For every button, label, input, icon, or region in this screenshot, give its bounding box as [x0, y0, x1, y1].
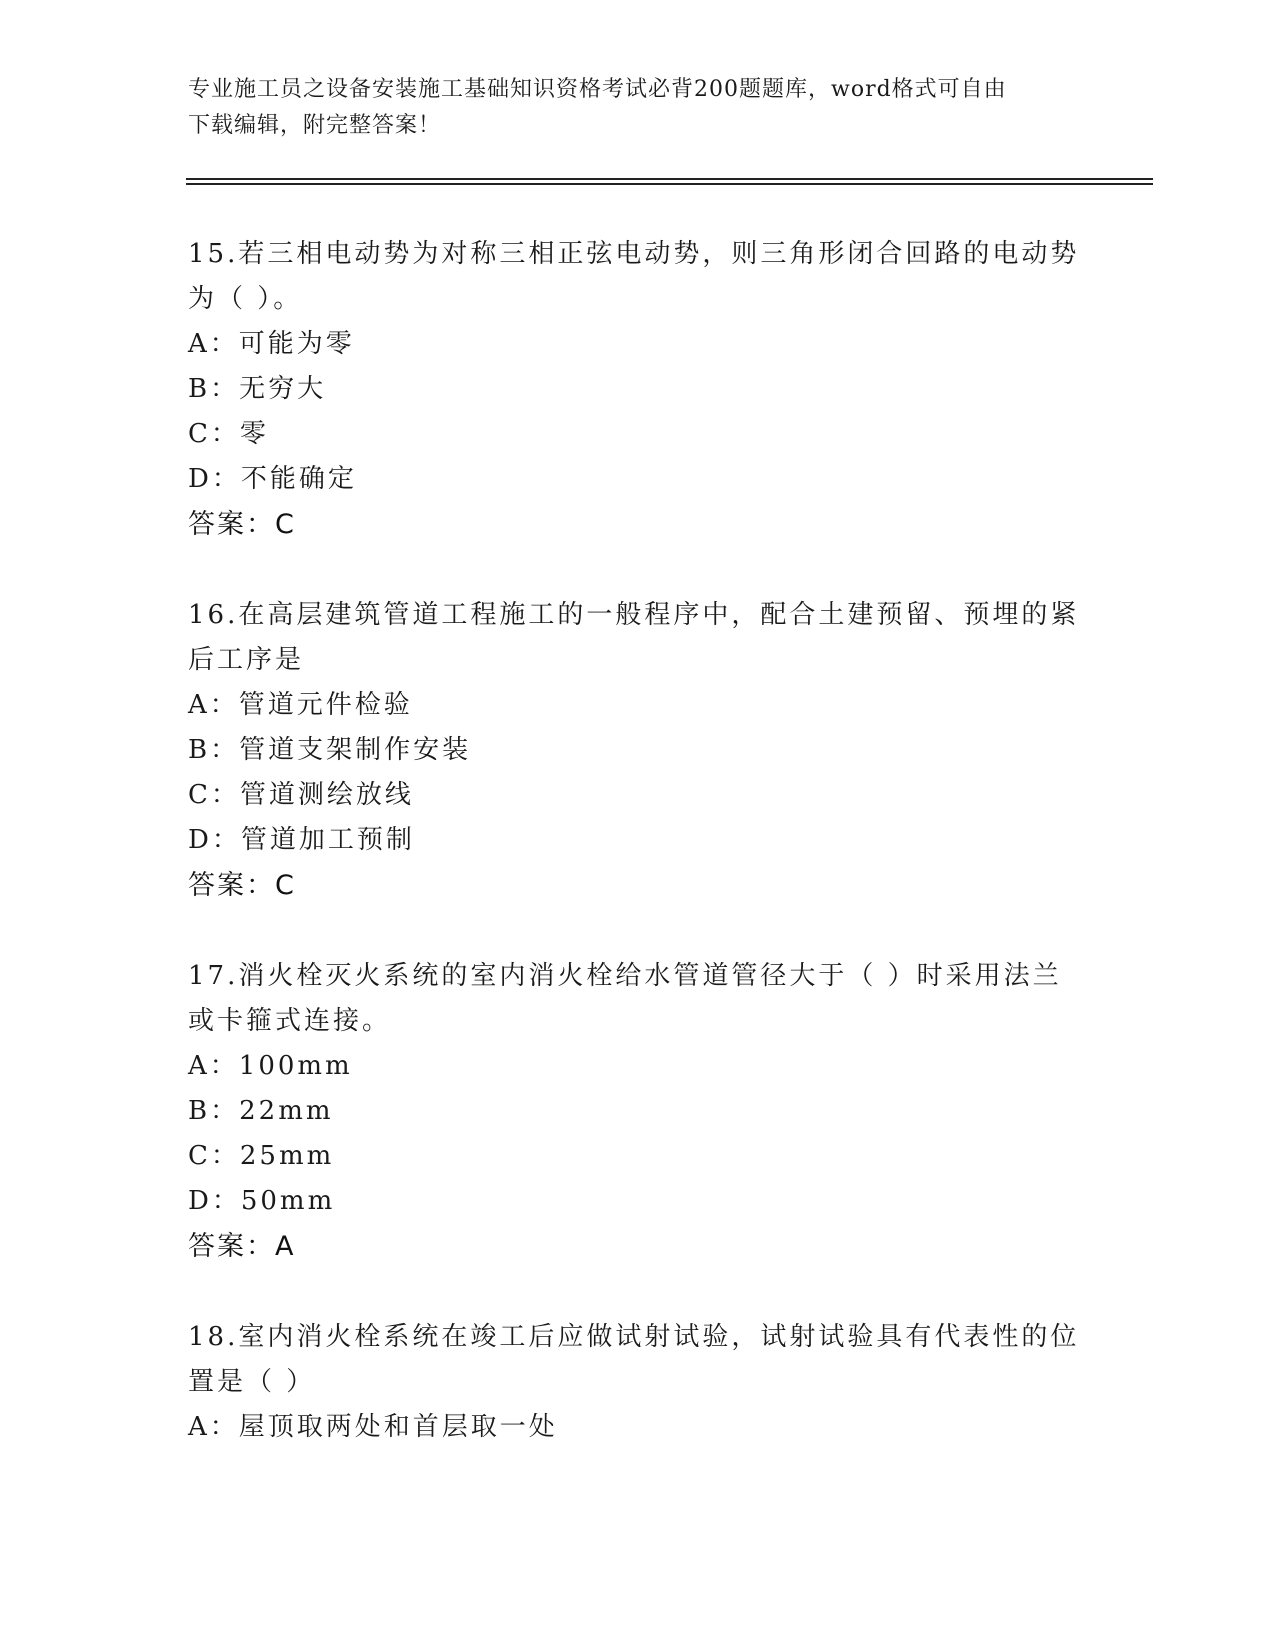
option-a: A：可能为零: [188, 329, 355, 359]
option-a: A：100mm: [188, 1051, 353, 1081]
option-c: C：零: [188, 419, 269, 449]
answer-line: 答案：C: [188, 509, 296, 540]
question-stem: [188, 593, 1088, 683]
option-c: C：25mm: [188, 1141, 335, 1171]
question-stem-line: 置是（ ）: [188, 1367, 316, 1397]
answer-line: 答案：A: [188, 1231, 296, 1262]
option-a: A：屋顶取两处和首层取一处: [188, 1412, 558, 1442]
question-stem-line: 17.消火栓灭火系统的室内消火栓给水管道管径大于（ ）时采用法兰: [188, 961, 1062, 991]
question-stem-line: 为（ ）。: [188, 284, 303, 314]
question-stem: [188, 232, 1088, 322]
option-b: B：22mm: [188, 1096, 334, 1126]
option-d: D：不能确定: [188, 464, 357, 494]
option-b: B：无穷大: [188, 374, 327, 404]
header-divider: [186, 178, 1153, 185]
option-c: C：管道测绘放线: [188, 780, 414, 810]
question-stem: [188, 1315, 1088, 1405]
question-15: [188, 232, 1088, 547]
header-line-1: 专业施工员之设备安装施工基础知识资格考试必背200题题库，word格式可自由: [188, 77, 1007, 102]
question-stem-line: 18.室内消火栓系统在竣工后应做试射试验，试射试验具有代表性的位: [188, 1322, 1080, 1352]
question-stem-line: 后工序是: [188, 645, 305, 675]
question-17: [188, 954, 1088, 1269]
header-line-2: 下载编辑，附完整答案！: [188, 113, 442, 138]
option-d: D：管道加工预制: [188, 825, 415, 855]
question-list: [188, 232, 1088, 1496]
answer-line: 答案：C: [188, 870, 296, 901]
document-header: [188, 72, 1068, 144]
question-stem-line: 或卡箍式连接。: [188, 1006, 392, 1036]
question-18: [188, 1315, 1088, 1450]
option-d: D：50mm: [188, 1186, 336, 1216]
question-16: [188, 593, 1088, 908]
option-a: A：管道元件检验: [188, 690, 413, 720]
question-stem: [188, 954, 1088, 1044]
option-b: B：管道支架制作安装: [188, 735, 472, 765]
question-stem-line: 15.若三相电动势为对称三相正弦电动势，则三角形闭合回路的电动势: [188, 239, 1080, 269]
question-stem-line: 16.在高层建筑管道工程施工的一般程序中，配合土建预留、预埋的紧: [188, 600, 1080, 630]
